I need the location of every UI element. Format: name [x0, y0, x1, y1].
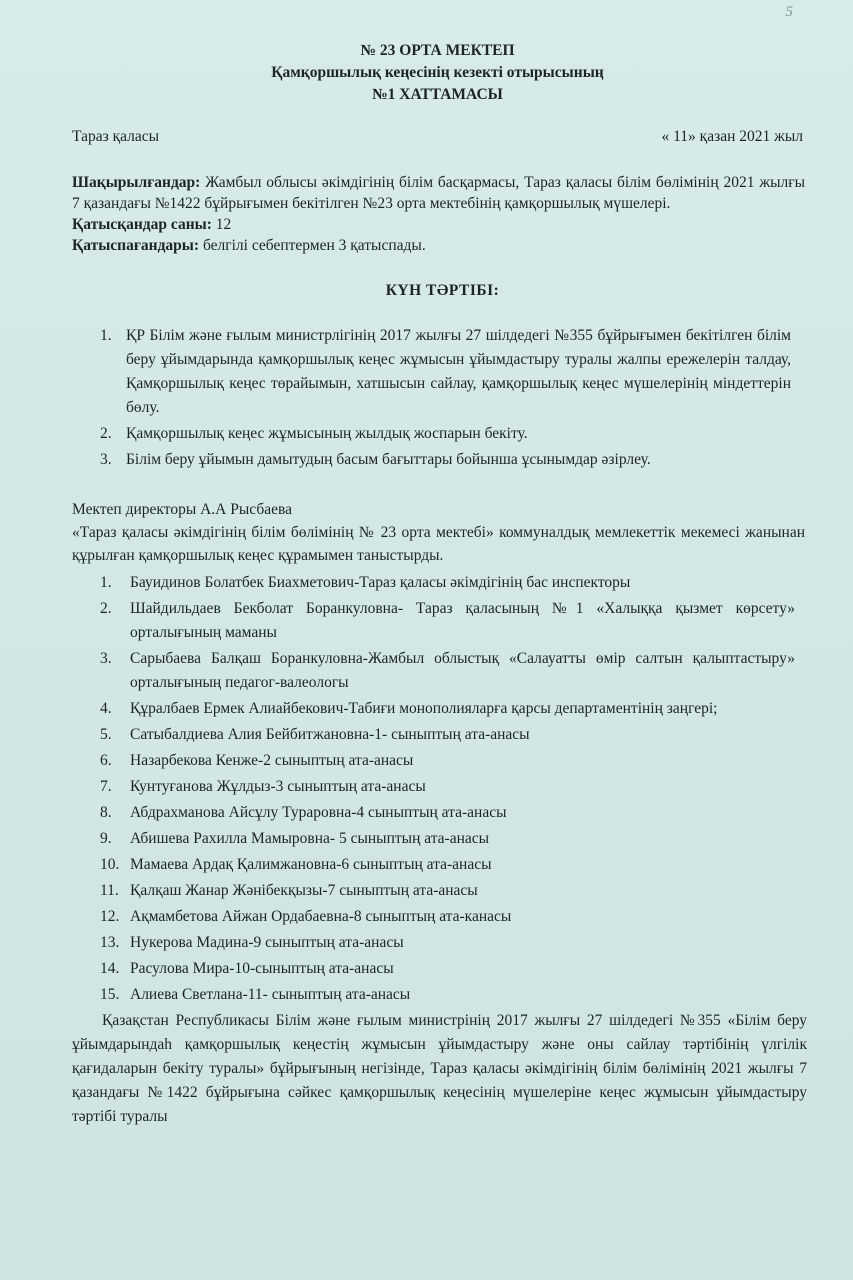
city: Тараз қаласы	[72, 128, 160, 145]
attendees-label: Қатысқандар саны:	[72, 216, 212, 233]
absent-label: Қатыспағандары:	[72, 237, 200, 254]
closing-paragraph: Қазақстан Республикасы Білім және ғылым министрінің 2017 жылғы 27 шілдедегі №355 «Білім беру ұйымдарындаh қамқоршылық кеңестің жұмысын ұйымдастыру және оны сайлау тәртібінің үлгілік қағидаларын бекіту туралы» бұйрығының негізінде, Тараз қаласы әкімдігінің білім бөлімінің 2021 жылғы 7 қазандағы №1422 бұйрығына сәйкес қамқоршылық кеңесінің мүшелеріне кеңес жұмысын ұйымдастыру тәртібі туралы	[72, 1012, 807, 1125]
member-item	[100, 801, 795, 825]
attendees-line	[72, 214, 805, 235]
member-number: 6.	[100, 752, 112, 769]
absent-value: белгілі себептермен 3 қатыспады.	[199, 237, 426, 254]
agenda-item-number: 1.	[100, 327, 112, 344]
document-header	[72, 40, 803, 106]
member-text: Назарбекова Кенже-2 сыныптың ата-анасы	[130, 752, 414, 769]
member-text: Сарыбаева Балқаш Боранкуловна-Жамбыл облыстық «Салауатты өмір салтын қалыптастыру» орталығының педагог-валеологы	[130, 650, 795, 691]
member-text: Кунтуғанова Жұлдыз-3 сыныптың ата-анасы	[130, 778, 426, 795]
member-item	[100, 827, 795, 851]
member-item	[100, 905, 795, 929]
member-item	[100, 571, 795, 595]
member-item	[100, 853, 795, 877]
member-text: Алиева Светлана-11- сыныптың ата-анасы	[130, 986, 411, 1003]
director-paragraph	[72, 498, 805, 567]
agenda-item-text: Білім беру ұйымын дамытудың басым бағыттары бойынша ұсынымдар әзірлеу.	[126, 451, 651, 468]
member-item	[100, 647, 795, 695]
member-number: 7.	[100, 778, 112, 795]
member-number: 15.	[100, 986, 120, 1003]
member-number: 4.	[100, 700, 112, 717]
member-text: Абдрахманова Айсұлу Тураровна-4 сыныптың ата-анасы	[130, 804, 507, 821]
invited-text: Жамбыл облысы әкімдігінің білім басқармасы, Тараз қаласы білім бөлімінің 2021 жылғы 7 қазандағы №1422 бұйрығымен бекітілген №23 орта мектебінің қамқоршылық мүшелері.	[72, 174, 805, 212]
protocol-title: №1 ХАТТАМАСЫ	[372, 86, 503, 103]
member-number: 8.	[100, 804, 112, 821]
member-number: 14.	[100, 960, 120, 977]
council-title: Қамқоршылық кеңесінің кезекті отырысының	[271, 64, 604, 81]
agenda-item-text: Қамқоршылық кеңес жұмысының жылдық жоспарын бекіту.	[126, 425, 528, 442]
member-number: 5.	[100, 726, 112, 743]
director-text: «Тараз қаласы әкімдігінің білім бөлімінің № 23 орта мектебі» коммуналдық мемлекеттік мекемесі жанынан құрылған қамқоршылық кеңес құрамымен таныстырды.	[72, 524, 805, 564]
member-number: 12.	[100, 908, 120, 925]
member-item	[100, 597, 795, 645]
member-item	[100, 697, 795, 721]
member-text: Нукерова Мадина-9 сыныптың ата-анасы	[130, 934, 404, 951]
agenda-title: КҮН ТӘРТІБІ:	[385, 282, 500, 299]
member-item	[100, 879, 795, 903]
attendees-value: 12	[211, 216, 232, 233]
member-text: Ақмамбетова Айжан Ордабаевна-8 сыныптың ата-канасы	[130, 908, 512, 925]
absent-line	[72, 235, 805, 256]
member-number: 11.	[100, 882, 119, 899]
agenda-list	[100, 324, 791, 472]
director-name: Мектеп директоры А.А Рысбаева	[72, 501, 292, 518]
member-item	[100, 983, 795, 1007]
member-text: Абишева Рахилла Мамыровна- 5 сыныптың ата-анасы	[130, 830, 490, 847]
agenda-item	[100, 422, 791, 446]
invited-paragraph	[72, 172, 805, 214]
member-item	[100, 931, 795, 955]
member-item	[100, 749, 795, 773]
members-list	[100, 571, 795, 1007]
member-text: Мамаева Ардақ Қалимжановна-6 сыныптың ата-анасы	[130, 856, 492, 873]
member-number: 9.	[100, 830, 112, 847]
agenda-item-number: 2.	[100, 425, 112, 442]
school-title: № 23 ОРТА МЕКТЕП	[360, 42, 515, 59]
member-number: 1.	[100, 574, 112, 591]
member-number: 13.	[100, 934, 120, 951]
page-corner-mark: 5	[785, 4, 793, 20]
member-text: Сатыбалдиева Алия Бейбитжановна-1- сыныптың ата-анасы	[130, 726, 530, 743]
place-date-row	[72, 128, 803, 146]
date: « 11» қазан 2021 жыл	[661, 128, 803, 145]
member-text: Құралбаев Ермек Алиайбекович-Табиғи монополияларға қарсы департаментінің заңгері;	[130, 700, 718, 717]
agenda-item-text: ҚР Білім және ғылым министрлігінің 2017 жылғы 27 шілдедегі №355 бұйрығымен бекітілген білім беру ұйымдарында қамқоршылық кеңес жұмысын ұйымдастыру туралы жалпы ережелерін талдау, Қамқоршылық кеңес төрайымын, хатшысын сайлау, қамқоршылық кеңес мүшелерінің міндеттерін бөлу.	[126, 327, 791, 416]
member-item	[100, 723, 795, 747]
agenda-item	[100, 448, 791, 472]
member-text: Қалқаш Жанар Жәнібекқызы-7 сыныптың ата-анасы	[130, 882, 478, 899]
member-text: Бауидинов Болатбек Биахметович-Тараз қаласы әкімдігінің бас инспекторы	[130, 574, 631, 591]
member-item	[100, 957, 795, 981]
agenda-item	[100, 324, 791, 420]
member-number: 2.	[100, 600, 112, 617]
agenda-item-number: 3.	[100, 451, 112, 468]
invited-label: Шақырылғандар:	[72, 174, 201, 191]
member-number: 10.	[100, 856, 120, 873]
member-number: 3.	[100, 650, 112, 667]
member-item	[100, 775, 795, 799]
member-text: Расулова Мира-10-сыныптың ата-анасы	[130, 960, 394, 977]
member-text: Шайдильдаев Бекболат Боранкуловна- Тараз қаласының №1 «Халыққа қызмет көрсету» орталығының маманы	[130, 600, 795, 641]
